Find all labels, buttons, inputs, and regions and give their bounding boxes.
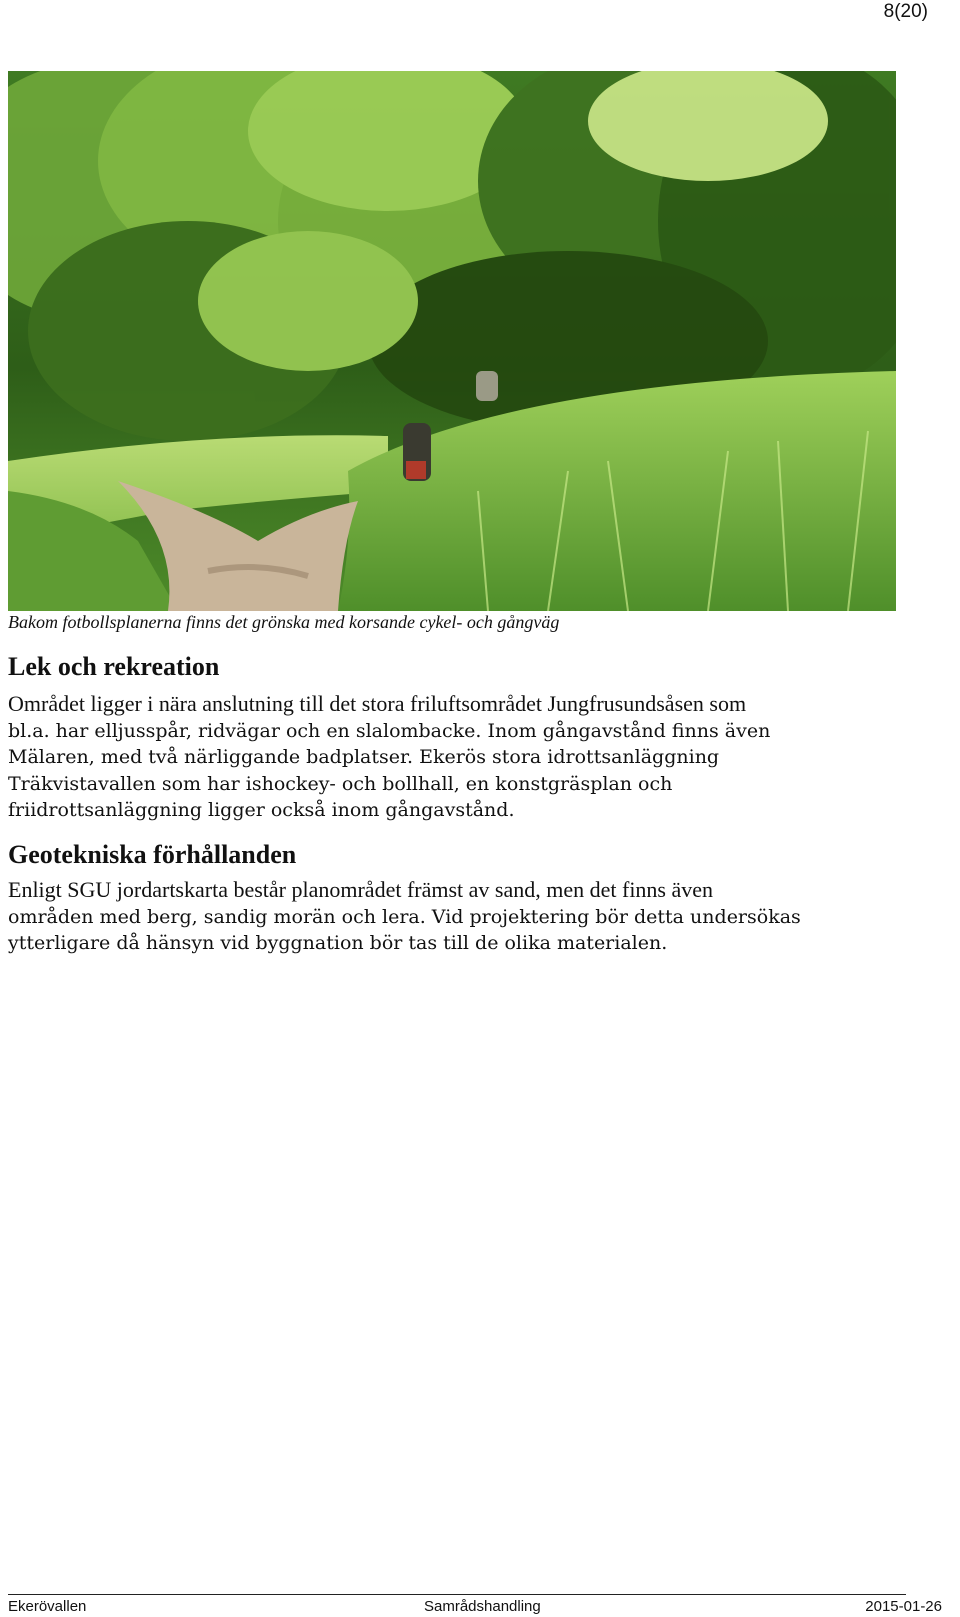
- forest-path-illustration: [8, 71, 896, 611]
- paragraph-line: Mälaren, med två närliggande badplatser. Ekerös stora idrottsanläggning: [8, 746, 720, 768]
- paragraph-line: Området ligger i nära anslutning till det stora friluftsområdet Jungfrusundsåsen som: [8, 691, 747, 716]
- paragraph-line: Träkvistavallen som har ishockey- och bollhall, en konstgräsplan och: [8, 772, 673, 795]
- paragraph-line: bl.a. har elljusspår, ridvägar och en slalombacke. Inom gångavstånd finns även: [8, 719, 771, 742]
- paragraph-line: friidrottsanläggning ligger också inom gångavstånd.: [8, 799, 515, 821]
- paragraph-line: ytterligare då hänsyn vid byggnation bör tas till de olika materialen.: [8, 932, 668, 954]
- section-heading-recreation: Lek och rekreation: [8, 652, 220, 681]
- page-number: 8(20): [883, 1, 928, 22]
- landscape-photo: [8, 71, 896, 611]
- section-heading-geotechnical: Geotekniska förhållanden: [8, 840, 297, 869]
- footer-document-type: Samrådshandling: [424, 1598, 541, 1615]
- section-body-geotechnical: [8, 877, 908, 957]
- footer-date: 2015-01-26: [865, 1598, 942, 1615]
- paragraph-line: områden med berg, sandig morän och lera. Vid projektering bör detta undersökas: [8, 905, 801, 928]
- footer-project-name: Ekerövallen: [8, 1598, 87, 1615]
- figure-caption: Bakom fotbollsplanerna finns det grönska med korsande cykel- och gångväg: [8, 612, 560, 632]
- paragraph-line: Enligt SGU jordartskarta består planområdet främst av sand, men det finns även: [8, 877, 714, 902]
- section-body-recreation: [8, 691, 908, 824]
- footer-divider: [8, 1594, 906, 1595]
